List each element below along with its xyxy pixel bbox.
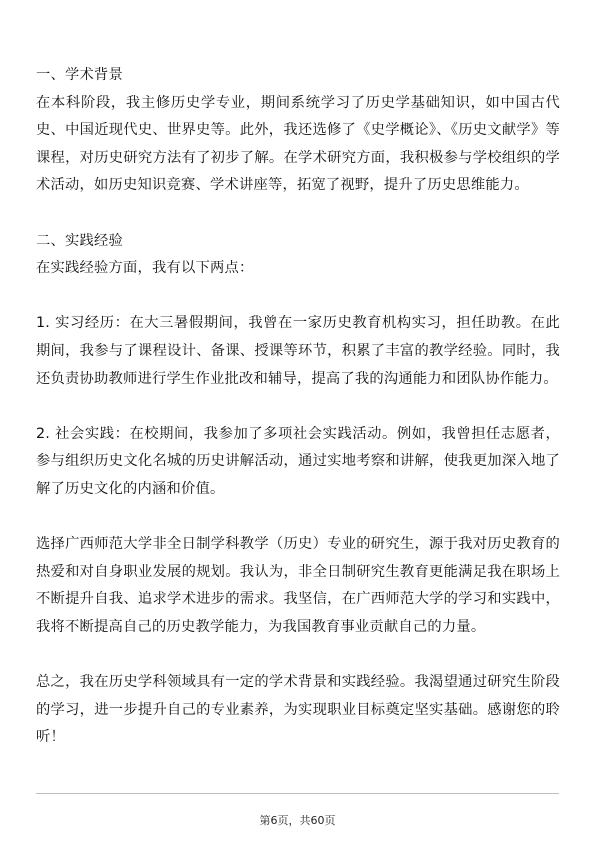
section-heading-academic: 一、学术背景 [36, 67, 123, 83]
paragraph-internship: 1. 实习经历：在大三暑假期间，我曾在一家历史教育机构实习，担任助教。在此期间，我参与了课程设计、备课、授课等环节，积累了丰富的教学经验。同时，我还负责协助教师进行学生作业批改和辅导，提高了我的沟通能力和团队协作能力。 [36, 315, 560, 387]
paragraph-motivation: 选择广西师范大学非全日制学科教学（历史）专业的研究生，源于我对历史教育的热爱和对自身职业发展的规划。我认为，非全日制研究生教育更能满足我在职场上不断提升自我、追求学术进步的需求。我坚信，在广西师范大学的学习和实践中，我将不断提高自己的历史教学能力，为我国教育事业贡献自己的力量。 [36, 536, 560, 635]
section-heading-practice: 二、实践经验 [36, 232, 123, 249]
paragraph-spacer [36, 641, 560, 669]
footer-divider [36, 793, 559, 794]
paragraph-spacer [36, 200, 560, 228]
page-number: 第6页，共60页 [259, 814, 336, 827]
paragraph-conclusion: 总之，我在历史学科领域具有一定的学术背景和实践经验。我渴望通过研究生阶段的学习，进一步提升自己的专业素养，为实现职业目标奠定坚实基础。感谢您的聆听！ [36, 674, 560, 746]
paragraph-spacer [36, 504, 560, 532]
paragraph-spacer [36, 393, 560, 421]
paragraph-social-practice: 2. 社会实践：在校期间，我参加了多项社会实践活动。例如，我曾担任志愿者，参与组织历史文化名城的历史讲解活动，通过实地考察和讲解，使我更加深入地了解了历史文化的内涵和价值。 [36, 425, 560, 497]
paragraph-academic-background: 在本科阶段，我主修历史学专业，期间系统学习了历史学基础知识，如中国古代史、中国近现代史、世界史等。此外，我还选修了《史学概论》、《历史文献学》等课程，对历史研究方法有了初步了解。在学术研究方面，我积极参与学校组织的学术活动，如历史知识竞赛、学术讲座等，拓宽了视野，提升了历史思维能力。 [36, 94, 560, 194]
paragraph-spacer [36, 283, 560, 311]
paragraph-practice-intro: 在实践经验方面，我有以下两点： [36, 260, 254, 277]
document-body [36, 62, 560, 752]
